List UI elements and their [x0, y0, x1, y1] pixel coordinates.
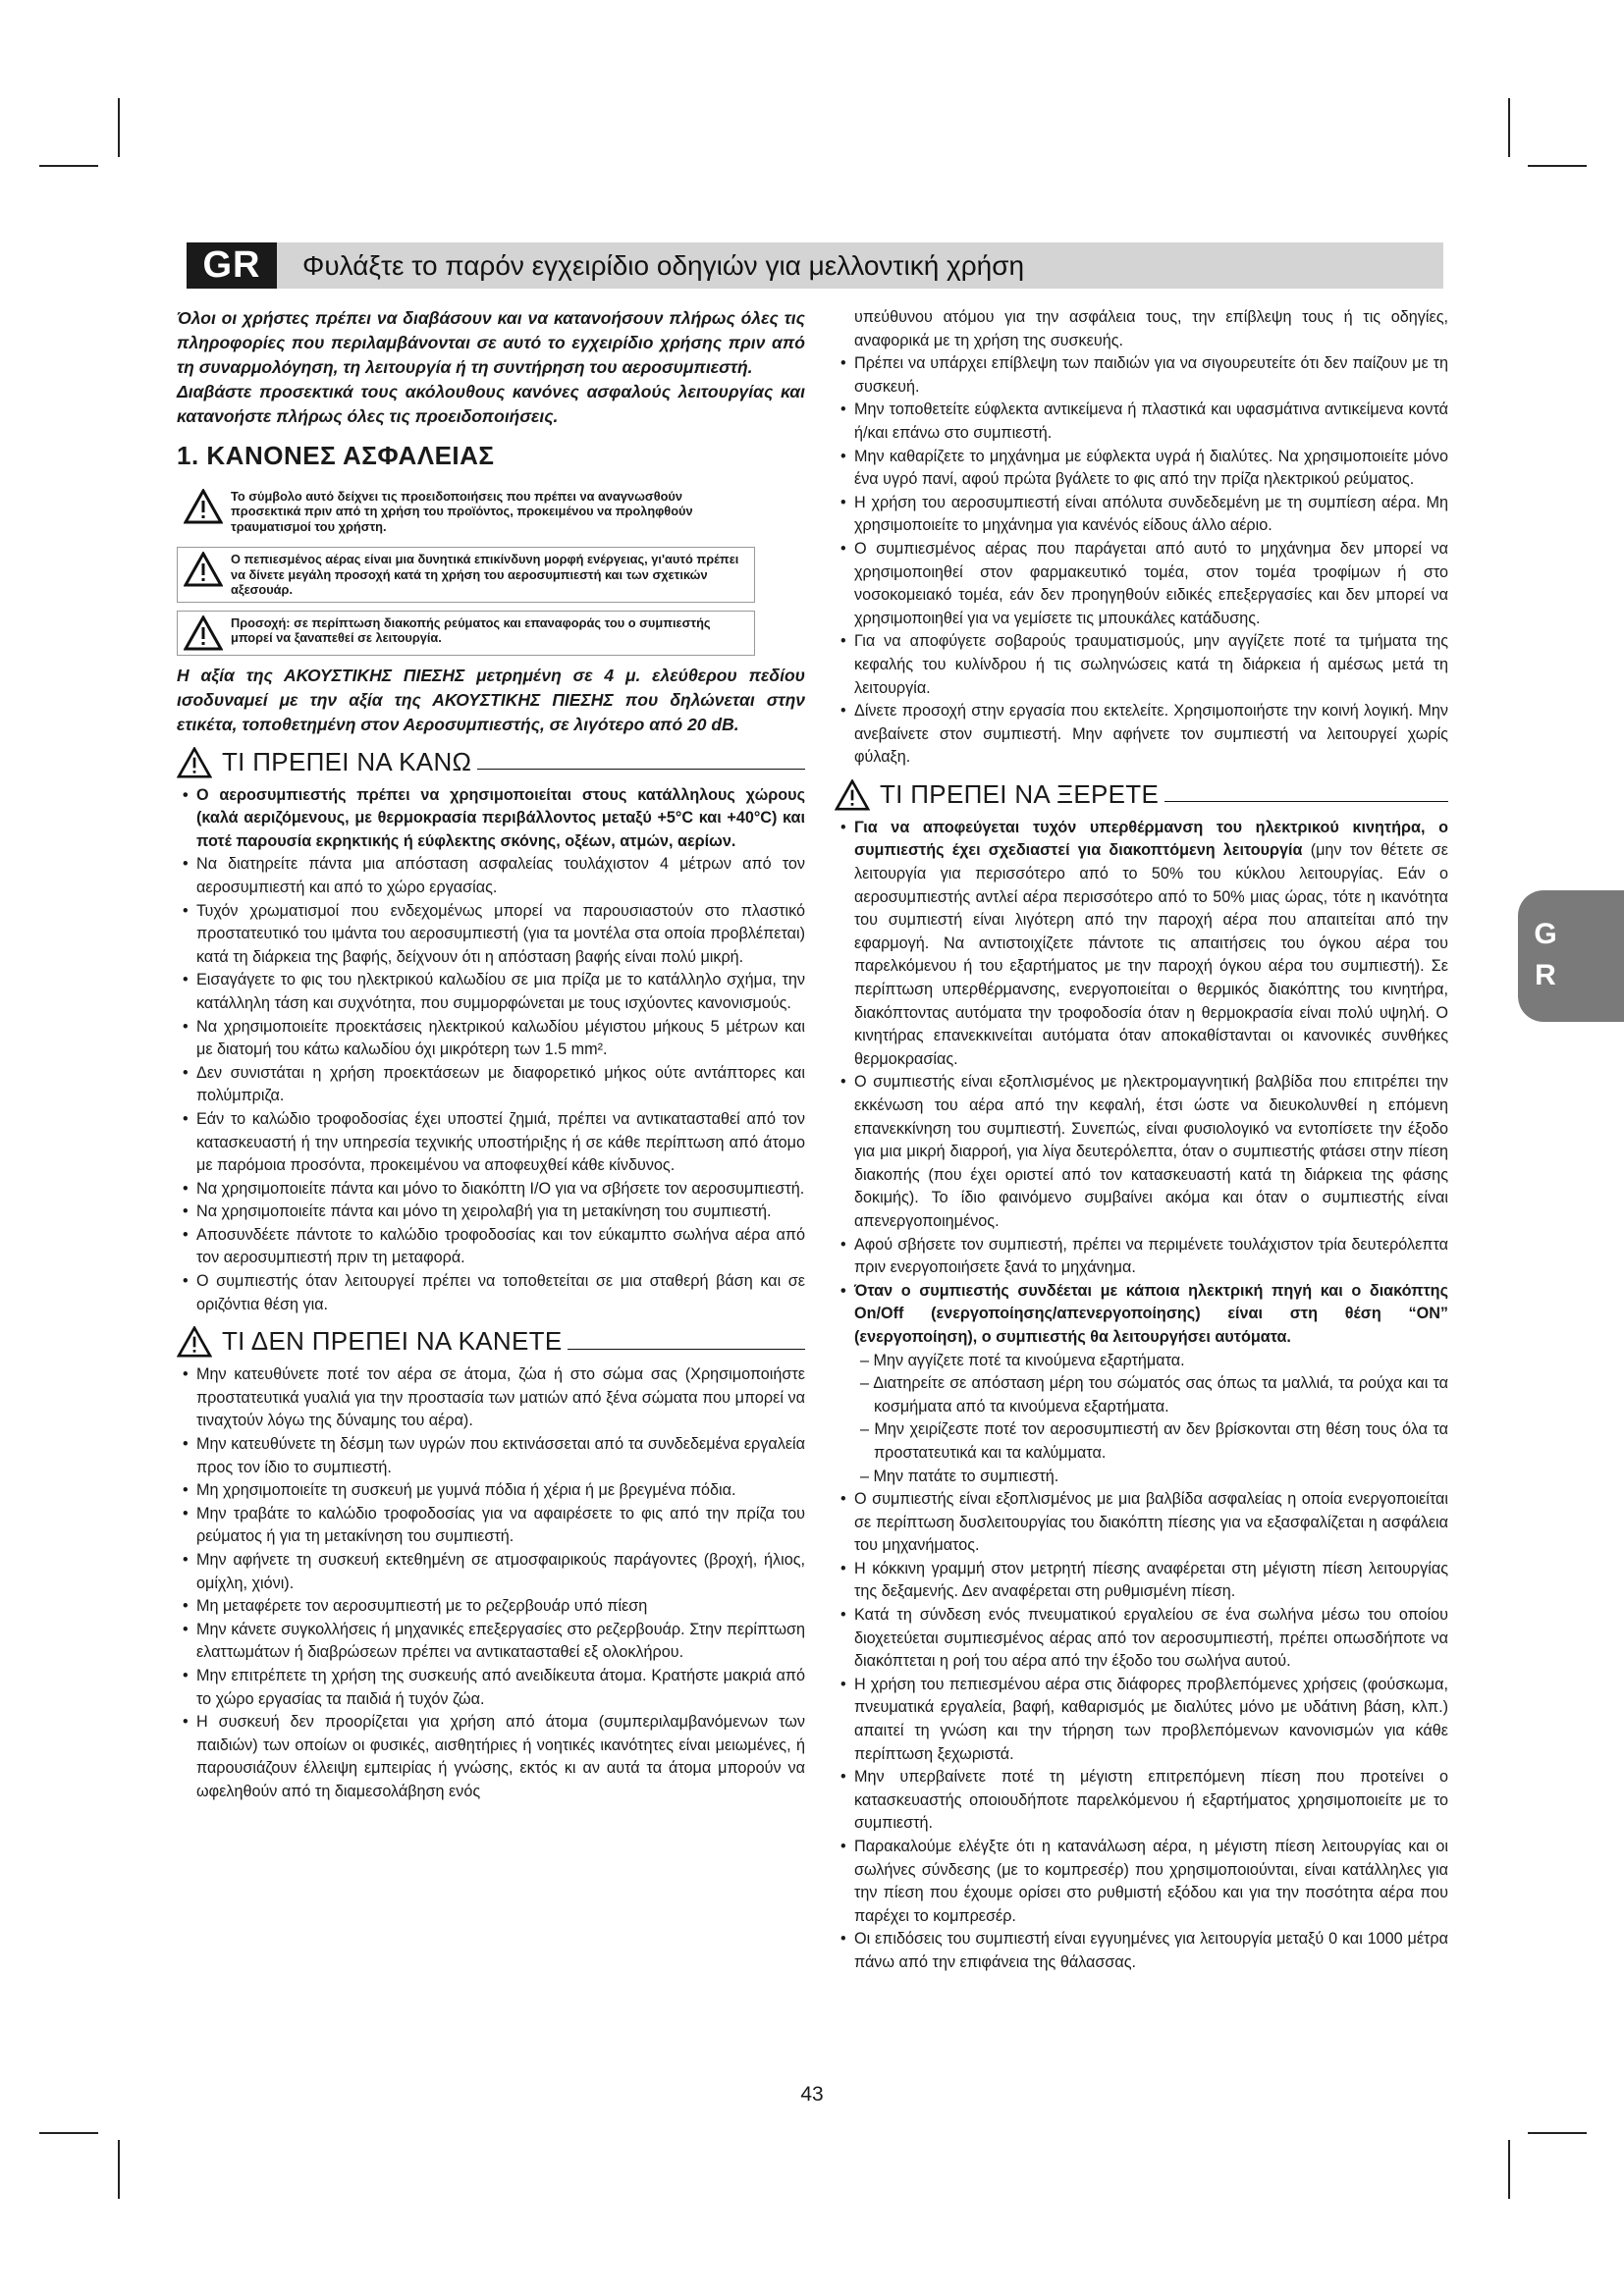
section-title: 1. ΚΑΝΟΝΕΣ ΑΣΦΑΛΕΙΑΣ: [177, 441, 495, 470]
list-item: • Η κόκκινη γραμμή στον μετρητή πίεσης αναφέρεται στη μέγιστη πίεση λειτουργίας της δεξαμενής. Δεν αναφέρεται στη ρυθμισμένη πίεση.: [835, 1558, 1448, 1604]
list-item: • Ο συμπιεστής όταν λειτουργεί πρέπει να τοποθετείται σε μια σταθερή βάση και σε οριζόντια θέση για.: [177, 1270, 805, 1316]
warning-triangle-icon: [177, 1326, 212, 1358]
know-section-title: ΤΙ ΠΡΕΠΕΙ ΝΑ ΞΕΡΕΤΕ: [880, 779, 1160, 810]
crop-mark: [118, 2140, 120, 2199]
list-item: • Να χρησιμοποιείτε πάντα και μόνο τη χειρολαβή για τη μετακίνηση του συμπιεστή.: [177, 1201, 805, 1224]
list-item: • Δίνετε προσοχή στην εργασία που εκτελείτε. Χρησιμοποιήστε την κοινή λογική. Μην ανεβαίνετε στον συμπιεστή. Μην αφήνετε τον συμπιεστή να λειτουργεί χωρίς φύλαξη.: [835, 700, 1448, 770]
list-item: [835, 817, 1448, 1072]
list-item: • Αποσυνδέετε πάντοτε το καλώδιο τροφοδοσίας και τον εύκαμπτο σωλήνα αέρα από τον αεροσυμπιεστή πριν τη μεταφορά.: [177, 1224, 805, 1270]
list-item: • Εισαγάγετε το φις του ηλεκτρικού καλωδίου σε μια πρίζα με το κατάλληλο σχήμα, την κατάλληλη τάση και συχνότητα, που συμμορφώνεται με τους ισχύοντες κανονισμούς.: [177, 969, 805, 1015]
list-item: • Ο συμπιεστής είναι εξοπλισμένος με μια βαλβίδα ασφαλείας η οποία ενεργοποιείται σε περίπτωση δυσλειτουργίας του διακόπτη πίεσης για να εξασφαλίζεται η ασφάλεια του μηχανήματος.: [835, 1488, 1448, 1558]
list-item: • Εάν το καλώδιο τροφοδοσίας έχει υποστεί ζημιά, πρέπει να αντικατασταθεί από τον κατασκευαστή ή την υπηρεσία τεχνικής υποστήριξης ή σε κάθε περίπτωση από άτομο με παρόμοια προσόντα, προκειμένου να αποφευχθεί κάθε κίνδυνος.: [177, 1108, 805, 1178]
header-bar: [187, 242, 1443, 289]
know-section-heading: [835, 779, 1448, 811]
list-item: • Η χρήση του αεροσυμπιεστή είναι απόλυτα συνδεδεμένη με τη συμπίεση αέρα. Μη χρησιμοποιείτε το μηχάνημα για κανένός είδους άλλο αέριο.: [835, 492, 1448, 538]
warning-box: [177, 547, 755, 603]
warning-text: Ο πεπιεσμένος αέρας είναι μια δυνητικά επικίνδυνη μορφή ενέργειας, γι'αυτό πρέπει να δίνετε μεγάλη προσοχή κατά τη χρήση του αεροσυμπιεστή και των σχετικών αξεσουάρ.: [231, 552, 739, 598]
intro-paragraph: Όλοι οι χρήστες πρέπει να διαβάσουν και να κατανοήσουν πλήρως όλες τις πληροφορίες που περιλαμβάνονται σε αυτό το εγχειρίδιο χρήσης πριν από τη συναρμολόγηση, τη λειτουργία ή τη συντήρηση του αεροσυμπιεστή.: [177, 308, 805, 377]
list-item: • Μη χρησιμοποιείτε τη συσκευή με γυμνά πόδια ή χέρια ή με βρεγμένα πόδια.: [177, 1479, 805, 1503]
list-item: • Για να αποφύγετε σοβαρούς τραυματισμούς, μην αγγίζετε ποτέ τα τμήματα της κεφαλής του κυλίνδρου ή τις σωληνώσεις κατά τη διάρκεια ή αμέσως μετά τη λειτουργία.: [835, 630, 1448, 700]
noise-statement: Η αξία της ΑΚΟΥΣΤΙΚΗΣ ΠΙΕΣΗΣ μετρημένη σε 4 μ. ελεύθερου πεδίου ισοδυναμεί με την αξία της ΑΚΟΥΣΤΙΚΗΣ ΠΙΕΣΗΣ που δηλώνεται στην ετικέτα, τοποθετημένη στον Αεροσυμπιεστής, σε λιγότερο από 20 dB.: [177, 665, 805, 734]
crop-mark: [1528, 2132, 1587, 2134]
list-item: • Η συσκευή δεν προορίζεται για χρήση από άτομα (συμπεριλαμβανόμενων των παιδιών) των οποίων οι φυσικές, αισθητήριες ή νοητικές ικανότητες είναι μειωμένες, ή παρουσιάζουν έλλειψη εμπειρίας ή γνώσης, εκτός κι αν αυτά τα άτομα μπορούν να ωφεληθούν από τη διαμεσολάβηση ενός: [177, 1711, 805, 1803]
list-item: • Δεν συνιστάται η χρήση προεκτάσεων με διαφορετικό μήκος ούτε αντάπτορες και πολύμπριζα.: [177, 1062, 805, 1108]
list-item: • Να χρησιμοποιείτε πάντα και μόνο το διακόπτη I/O για να σβήσετε τον αεροσυμπιεστή.: [177, 1178, 805, 1201]
overheat-bold-text: Για να αποφεύγεται τυχόν υπερθέρμανση του ηλεκτρικού κινητήρα, ο συμπιεστής έχει σχεδιαστεί για διακοπτόμενη λειτουργία: [854, 818, 1448, 860]
warning-triangle-icon: [177, 747, 212, 778]
list-item: • Ο αεροσυμπιεστής πρέπει να χρησιμοποιείται στους κατάλληλους χώρους (καλά αεριζόμενους, με θερμοκρασία περιβάλλοντος μεταξύ +5°C και +40°C) και ποτέ παρουσία εκρηκτικής ή εύφλεκτης σκόνης, οξέων, ατμών, αερίων.: [177, 784, 805, 854]
crop-mark: [39, 165, 98, 167]
list-item: • Οι επιδόσεις του συμπιεστή είναι εγγυημένες για λειτουργία μεταξύ 0 και 1000 μέτρα πάνω από την επιφάνεια της θάλασσας.: [835, 1928, 1448, 1974]
crop-mark: [1528, 165, 1587, 167]
warning-box: [177, 484, 755, 540]
list-item: • Η χρήση του πεπιεσμένου αέρα στις διάφορες προβλεπόμενες χρήσεις (φούσκωμα, πνευματικά εργαλεία, βαφή, καθαρισμός με διαλύτες μόνο με υδάτινη βάση, κλπ.) απαιτεί τη γνώση και την τήρηση των προβλεπόμενων κανονισμών για κάθε περίπτωση ξεχωριστά.: [835, 1674, 1448, 1766]
warning-text: Το σύμβολο αυτό δείχνει τις προειδοποιήσεις που πρέπει να αναγνωσθούν προσεκτικά πριν από τη χρήση του προϊόντος, προκειμένου να προληφθούν τραυματισμοί του χρήστη.: [231, 488, 693, 534]
list-item: • Να χρησιμοποιείτε προεκτάσεις ηλεκτρικού καλωδίου μέγιστου μήκους 5 μέτρων και με διατομή του κάτω καλωδίου όχι μικρότερη των 1.5 mm².: [177, 1016, 805, 1062]
list-item: • Αφού σβήσετε τον συμπιεστή, πρέπει να περιμένετε τουλάχιστον τρία δευτερόλεπτα πριν ενεργοποιήσετε ξανά το μηχάνημα.: [835, 1234, 1448, 1280]
page-number: 43: [800, 2083, 824, 2106]
overheat-text: (μην τον θέτετε σε λειτουργία για περισσότερο από το 50% του κύκλου λειτουργίας. Εάν ο αεροσυμπιεστής αντλεί αέρα περισσότερο από το 50% μιας ώρας, τότε η ικανότητα του συμπιεστή είναι λιγότερη από την παροχή αέρα που απαιτείται από την εφαρμογή. Να αντιστοιχίζετε πάντοτε τις απαιτήσεις του όγκου αέρα του παρελκόμενου ή του εξαρτήματος με την παροχή όγκου αέρα του συμπιεστή). Σε περίπτωση υπερθέρμανσης, ενεργοποιείται ο θερμικός διακόπτης του κινητήρα, διακόπτοντας αυτόματα την τροφοδοσία όταν η θερμοκρασία είναι πολύ υψηλή. Ο κινητήρας επανεκκινείται αυτόματα όταν αποκαθίστανται οι κανονικές συνθήκες θερμοκρασίας.: [854, 841, 1448, 1068]
dash-item: – Μην πατάτε το συμπιεστή.: [860, 1467, 1059, 1485]
dont-section-heading: [177, 1326, 805, 1358]
warning-text: Προσοχή: σε περίπτωση διακοπής ρεύματος και επαναφοράς του ο συμπιεστής μπορεί να ξαναπεθεί σε λειτουργία.: [231, 614, 711, 646]
list-item: • Μην αφήνετε τη συσκευή εκτεθημένη σε ατμοσφαιρικούς παράγοντες (βροχή, ήλιος, ομίχλη, χιόνι).: [177, 1549, 805, 1595]
list-item: • Παρακαλούμε ελέγξτε ότι η κατανάλωση αέρα, η μέγιστη πίεση λειτουργίας και οι σωλήνες σύνδεσης (με το κομπρεσέρ) που χρησιμοποιούνται, είναι κατάλληλες για την πίεση που έχουμε ορίσει στο ρυθμιστή εξόδου και για την ποσότητα αέρα που παρέχει το κομπρεσέρ.: [835, 1836, 1448, 1928]
heading-rule: [1164, 787, 1448, 802]
warning-triangle-icon: [184, 489, 223, 524]
header-title: Φυλάξτε το παρόν εγχειρίδιο οδηγιών για μελλοντική χρήση: [302, 250, 1025, 281]
dash-item: – Μην χειρίζεστε ποτέ τον αεροσυμπιεστή αν δεν βρίσκονται στη θέση τους όλα τα προστατευτικά και τα καλύμματα.: [860, 1420, 1448, 1462]
list-item: • Όταν ο συμπιεστής συνδέεται με κάποια ηλεκτρική πηγή και ο διακόπτης On/Off (ενεργοποίησης/απενεργοποίησης) είναι στη θέση “ON” (ενεργοποίηση), ο συμπιεστής θα λειτουργήσει αυτόματα.: [835, 1280, 1448, 1350]
language-side-tab: [1518, 890, 1624, 1022]
list-item: • Κατά τη σύνδεση ενός πνευματικού εργαλείου σε ένα σωλήνα μέσω του οποίου διοχετεύεται συμπιεσμένος αέρας από τον αεροσυμπιεστή, πρέπει οπωσδήποτε να διακόπτεται η ροή του αέρα από την έξοδο του σωλήνα αυτού.: [835, 1604, 1448, 1674]
list-item: • Μην τοποθετείτε εύφλεκτα αντικείμενα ή πλαστικά και υφασμάτινα αντικείμενα κοντά ή/και επάνω στο συμπιεστή.: [835, 399, 1448, 445]
list-item: • Μην τραβάτε το καλώδιο τροφοδοσίας για να αφαιρέσετε το φις από την πρίζα του ρεύματος ή για τη μετακίνηση του συμπιεστή.: [177, 1503, 805, 1549]
continued-text: υπεύθυνου ατόμου για την ασφάλεια τους, την επίβλεψη τους ή τις οδηγίες, αναφορικά με τη χρήση της συσκευής.: [854, 308, 1448, 349]
crop-mark: [118, 98, 120, 157]
list-item: • Μην κατευθύνετε ποτέ τον αέρα σε άτομα, ζώα ή στο σώμα σας (Χρησιμοποιήστε προστατευτικά γυαλιά για την προστασία των ματιών από ξένα σώματα που μπορεί να τιναχτούν λόγω της δύναμης του αέρα).: [177, 1363, 805, 1433]
language-badge: GR: [187, 242, 277, 289]
list-item: • Μην υπερβαίνετε ποτέ τη μέγιστη επιτρεπόμενη πίεση που προτείνει ο κατασκευαστής οποιουδήποτε παρελκόμενου ή εξαρτήματος χρησιμοποιείτε με το συμπιεστή.: [835, 1766, 1448, 1836]
left-column: [177, 306, 805, 1804]
list-item: • Ο συμπιεστής είναι εξοπλισμένος με ηλεκτρομαγνητική βαλβίδα που επιτρέπει την εκκένωση του αέρα από την κεφαλή, έτσι ώστε να διευκολυνθεί η επόμενη επανεκκίνηση του συμπιεστή. Συνεπώς, είναι φυσιολογικό να εντοπίσετε την έξοδο για μια μικρή διαρροή, για λίγα δευτερόλεπτα, όταν ο συμπιεστής φτάσει στην πίεση διακοπής (που έχει οριστεί από τον κατασκευαστή κατά τη διάρκεια της φάσης δοκιμής). Το ίδιο φαινόμενο συμβαίνει ακόμα και όταν ο συμπιεστής είναι απενεργοποιημένος.: [835, 1071, 1448, 1233]
dont-section-title: ΤΙ ΔΕΝ ΠΡΕΠΕΙ ΝΑ ΚΑΝΕΤΕ: [222, 1326, 563, 1357]
crop-mark: [1508, 98, 1510, 157]
heading-rule: [477, 755, 805, 770]
right-column: [835, 306, 1448, 1975]
list-item: • Πρέπει να υπάρχει επίβλεψη των παιδιών για να σιγουρευτείτε ότι δεν παίζουν με τη συσκευή.: [835, 352, 1448, 399]
side-tab-letter-g: G: [1534, 918, 1557, 950]
crop-mark: [39, 2132, 98, 2134]
heading-rule: [568, 1335, 805, 1350]
do-section-title: ΤΙ ΠΡΕΠΕΙ ΝΑ ΚΑΝΩ: [222, 746, 472, 776]
do-section-heading: [177, 747, 805, 778]
list-item: • Μην επιτρέπετε τη χρήση της συσκευής από ανειδίκευτα άτομα. Κρατήστε μακριά από το χώρο εργασίας τα παιδιά ή τυχόν ζώα.: [177, 1665, 805, 1711]
dash-item: – Διατηρείτε σε απόσταση μέρη του σώματός σας όπως τα μαλλιά, τα ρούχα και τα κοσμήματα από τα κινούμενα εξαρτήματα.: [860, 1374, 1448, 1415]
dash-item: – Μην αγγίζετε ποτέ τα κινούμενα εξαρτήματα.: [860, 1351, 1185, 1369]
warning-triangle-icon: [184, 552, 223, 587]
list-item: • Τυχόν χρωματισμοί που ενδεχομένως μπορεί να παρουσιαστούν στο πλαστικό προστατευτικό του ιμάντα του αεροσυμπιεστή (για τα μοντέλα στα οποία προβλέπεται) κατά τη διάρκεια της βαφής, δείχνουν ότι η απόσταση βαφής είναι πολύ μικρή.: [177, 900, 805, 970]
list-item: • Μη μεταφέρετε τον αεροσυμπιεστή με το ρεζερβουάρ υπό πίεση: [177, 1595, 805, 1619]
crop-mark: [1508, 2140, 1510, 2199]
warning-box: [177, 611, 755, 656]
warning-triangle-icon: [835, 779, 870, 811]
warning-triangle-icon: [184, 615, 223, 651]
list-item: • Μην κατευθύνετε τη δέσμη των υγρών που εκτινάσσεται από τα συνδεδεμένα εργαλεία προς τον ίδιο το συμπιεστή.: [177, 1433, 805, 1479]
list-item: • Ο συμπιεσμένος αέρας που παράγεται από αυτό το μηχάνημα δεν μπορεί να χρησιμοποιηθεί στον φαρμακευτικό τομέα, στον τομέα τροφίμων ή στο νοσοκομειακό τομέα, εάν δεν προηγηθούν ειδικές επεξεργασίες και δεν μπορεί να χρησιμοποιηθεί για να γεμίσετε τις μπουκάλες κατάδυσης.: [835, 538, 1448, 630]
side-tab-letter-r: R: [1535, 959, 1556, 991]
list-item: • Μην καθαρίζετε το μηχάνημα με εύφλεκτα υγρά ή διαλύτες. Να χρησιμοποιείτε μόνο ένα υγρό πανί, αφού πρώτα βγάλετε το φις από την πρίζα ηλεκτρικού ρεύματος.: [835, 446, 1448, 492]
list-item: • Μην κάνετε συγκολλήσεις ή μηχανικές επεξεργασίες στο ρεζερβουάρ. Στην περίπτωση ελαττωμάτων ή διαβρώσεων πρέπει να αντικατασταθεί εξ ολοκλήρου.: [177, 1619, 805, 1665]
intro-paragraph: Διαβάστε προσεκτικά τους ακόλουθους κανόνες ασφαλούς λειτουργίας και κατανοήστε πλήρως όλες τις προειδοποιήσεις.: [177, 382, 805, 426]
list-item: • Να διατηρείτε πάντα μια απόσταση ασφαλείας τουλάχιστον 4 μέτρων από τον αεροσυμπιεστή και από το χώρο εργασίας.: [177, 853, 805, 899]
